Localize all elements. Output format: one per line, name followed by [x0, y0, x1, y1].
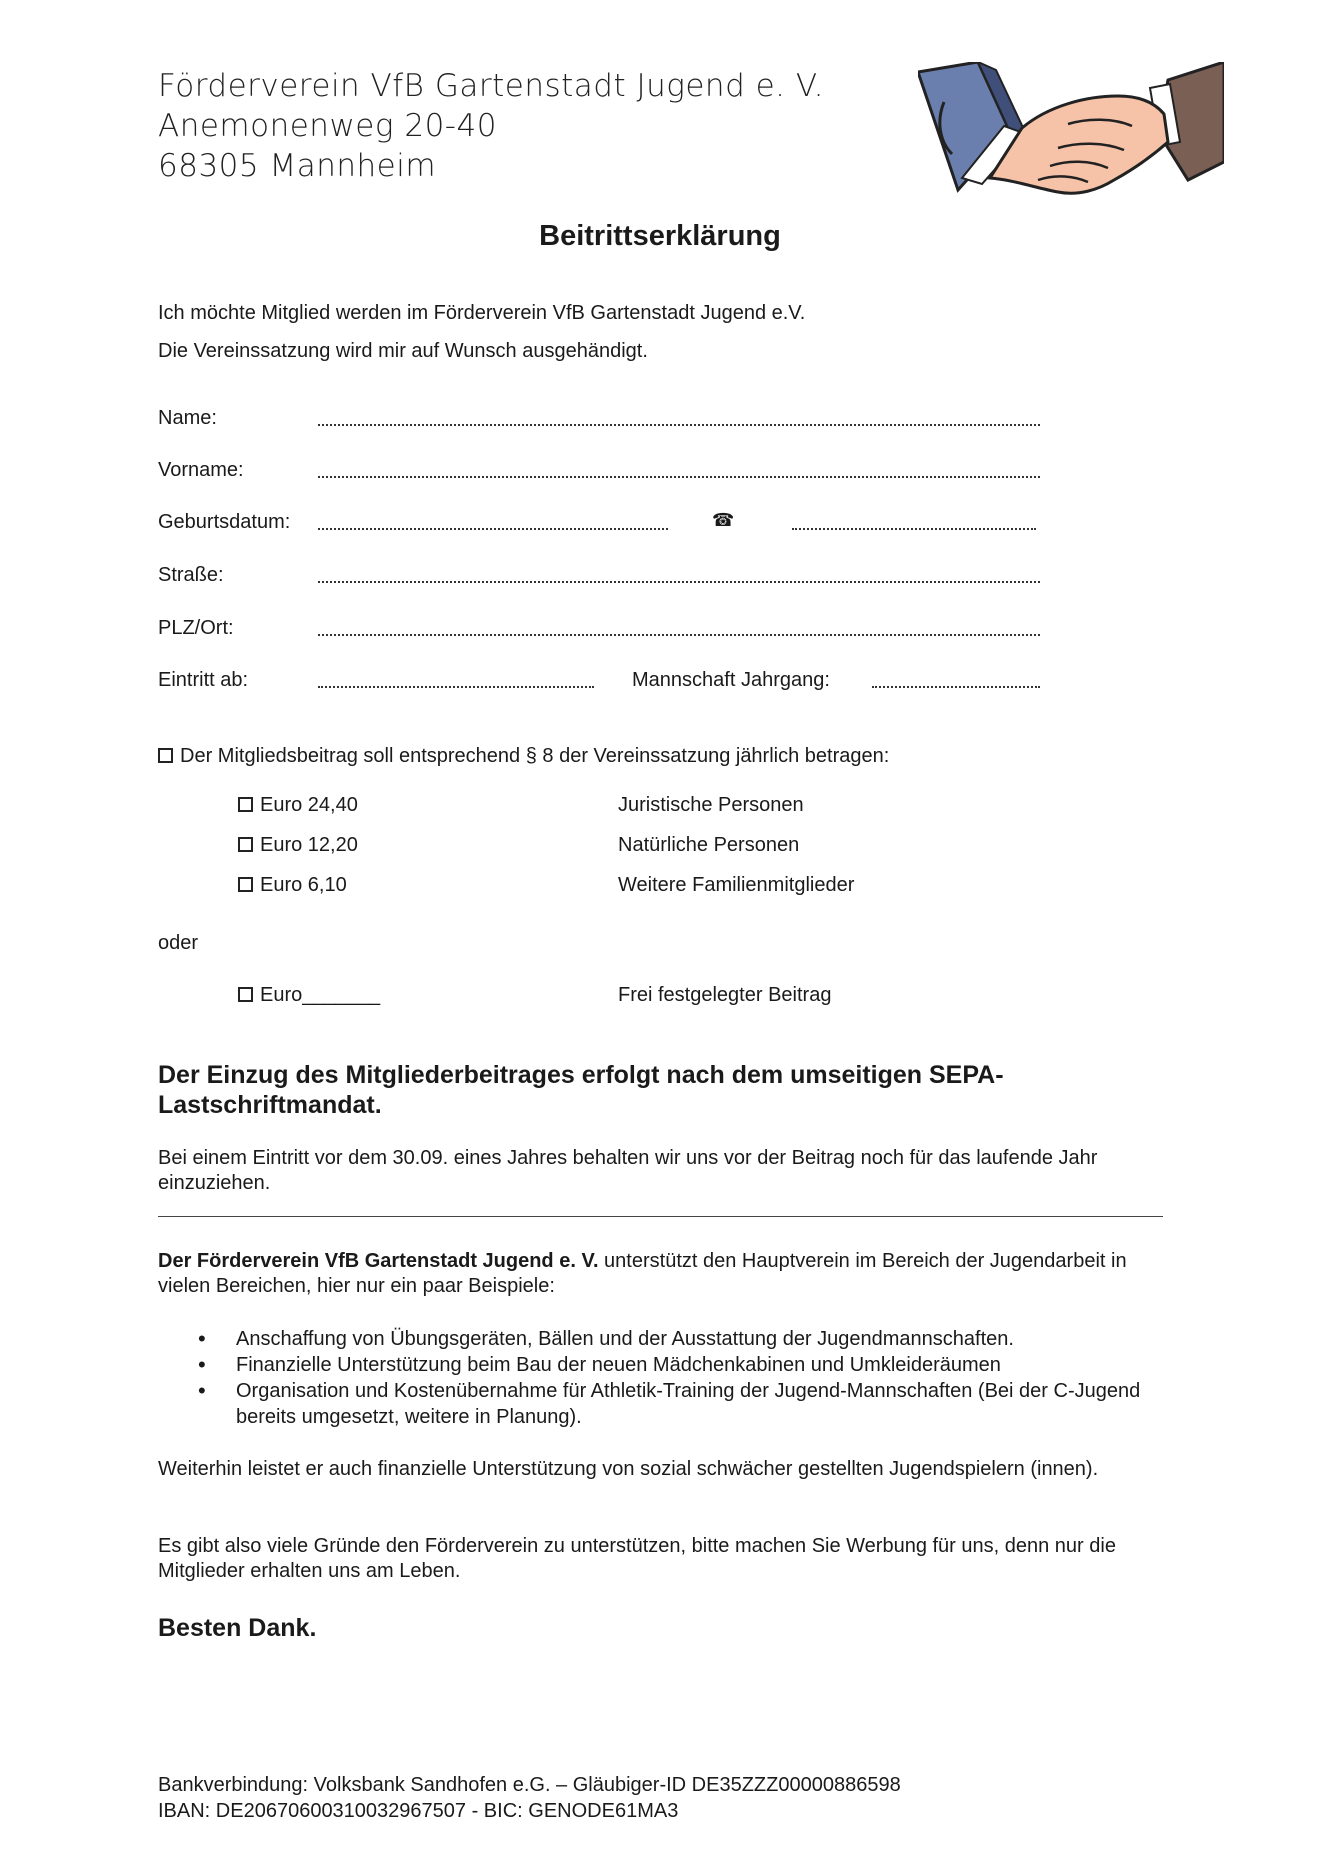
eintritt-field[interactable] — [318, 686, 594, 688]
mannschaft-label: Mannschaft Jahrgang: — [632, 669, 830, 691]
geburtsdatum-label: Geburtsdatum: — [158, 511, 291, 533]
option-24-40 — [238, 794, 358, 817]
option-free — [238, 984, 380, 1007]
list-item: • Anschaffung von Übungsgeräten, Bällen und der Ausstattung der Jugendmannschaften. — [158, 1326, 1168, 1352]
option-amount: Euro 24,40 — [260, 794, 358, 816]
sepa-heading: Der Einzug des Mitgliederbeitrages erfolgt nach dem umseitigen SEPA-Lastschriftmandat. — [158, 1061, 1004, 1119]
bank-footer — [158, 1772, 901, 1824]
option-6-10-checkbox[interactable] — [238, 877, 253, 892]
option-12-20 — [238, 834, 358, 857]
handshake-icon — [918, 62, 1224, 202]
option-desc: Weitere Familienmitglieder — [618, 874, 855, 896]
support-intro — [158, 1249, 1168, 1299]
option-free-checkbox[interactable] — [238, 987, 253, 1002]
intro-line-2: Die Vereinssatzung wird mir auf Wunsch ausgehändigt. — [158, 340, 648, 362]
strasse-field[interactable] — [318, 581, 1040, 583]
org-name: Förderverein VfB Gartenstadt Jugend e. V. — [158, 68, 824, 104]
option-amount: Euro 12,20 — [260, 834, 358, 856]
intro-line-1: Ich möchte Mitglied werden im Förderverein VfB Gartenstadt Jugend e.V. — [158, 302, 806, 324]
option-desc: Juristische Personen — [618, 794, 804, 816]
option-12-20-checkbox[interactable] — [238, 837, 253, 852]
name-label: Name: — [158, 407, 217, 429]
option-6-10 — [238, 874, 347, 897]
eintritt-label: Eintritt ab: — [158, 669, 249, 691]
vorname-label: Vorname: — [158, 459, 244, 481]
page-title: Beitrittserklärung — [539, 220, 781, 252]
divider — [158, 1216, 1163, 1217]
support-para-2: Weiterhin leistet er auch finanzielle Unterstützung von sozial schwächer gestellten Jugendspielern (innen). — [158, 1458, 1099, 1480]
letterhead — [158, 66, 824, 186]
option-free-amount[interactable]: Euro_______ — [260, 984, 381, 1006]
oder-label: oder — [158, 932, 199, 954]
beitrag-intro — [158, 745, 889, 768]
vorname-field[interactable] — [318, 476, 1040, 478]
strasse-label: Straße: — [158, 564, 224, 586]
bank-line-1: Bankverbindung: Volksbank Sandhofen e.G. – Gläubiger-ID DE35ZZZ00000886598 — [158, 1774, 901, 1796]
telephone-icon: ☎ — [712, 510, 735, 530]
list-item: • Organisation und Kostenübernahme für Athletik-Training der Jugend-Mannschaften (Bei der C-Jugend bereits umgesetzt, weitere in Planung). — [158, 1378, 1168, 1430]
org-street: Anemonenweg 20-40 — [158, 108, 497, 144]
option-24-40-checkbox[interactable] — [238, 797, 253, 812]
support-para-3: Es gibt also viele Gründe den Förderverein zu unterstützen, bitte machen Sie Werbung für uns, denn nur die Mitglieder erhalten uns am Leben. — [158, 1535, 1116, 1582]
list-item: • Finanzielle Unterstützung beim Bau der neuen Mädchenkabinen und Umkleideräumen — [158, 1352, 1168, 1378]
mannschaft-field[interactable] — [872, 686, 1040, 688]
org-city: 68305 Mannheim — [158, 148, 437, 184]
geburtsdatum-field[interactable] — [318, 528, 668, 530]
org-name-bold: Der Förderverein VfB Gartenstadt Jugend e. V. — [158, 1250, 599, 1272]
plz-ort-label: PLZ/Ort: — [158, 617, 234, 639]
name-field[interactable] — [318, 424, 1040, 426]
option-free-desc: Frei festgelegter Beitrag — [618, 984, 832, 1006]
option-amount: Euro 6,10 — [260, 874, 347, 896]
support-list — [158, 1326, 1168, 1430]
telephone-field[interactable] — [792, 528, 1036, 530]
beitrag-intro-text: Der Mitgliedsbeitrag soll entsprechend § 8 der Vereinssatzung jährlich betragen: — [180, 745, 890, 767]
eintritt-note: Bei einem Eintritt vor dem 30.09. eines Jahres behalten wir uns vor der Beitrag noch für das laufende Jahr einzuziehen. — [158, 1147, 1098, 1194]
bank-line-2: IBAN: DE20670600310032967507 - BIC: GENODE61MA3 — [158, 1800, 679, 1822]
thanks: Besten Dank. — [158, 1614, 317, 1642]
plz-ort-field[interactable] — [318, 634, 1040, 636]
support-intro-text: unterstützt den Hauptverein im Bereich der Jugendarbeit in vielen Bereichen, hier nur ein paar Beispiele: — [158, 1250, 1127, 1297]
beitrag-checkbox[interactable] — [158, 748, 173, 763]
option-desc: Natürliche Personen — [618, 834, 800, 856]
